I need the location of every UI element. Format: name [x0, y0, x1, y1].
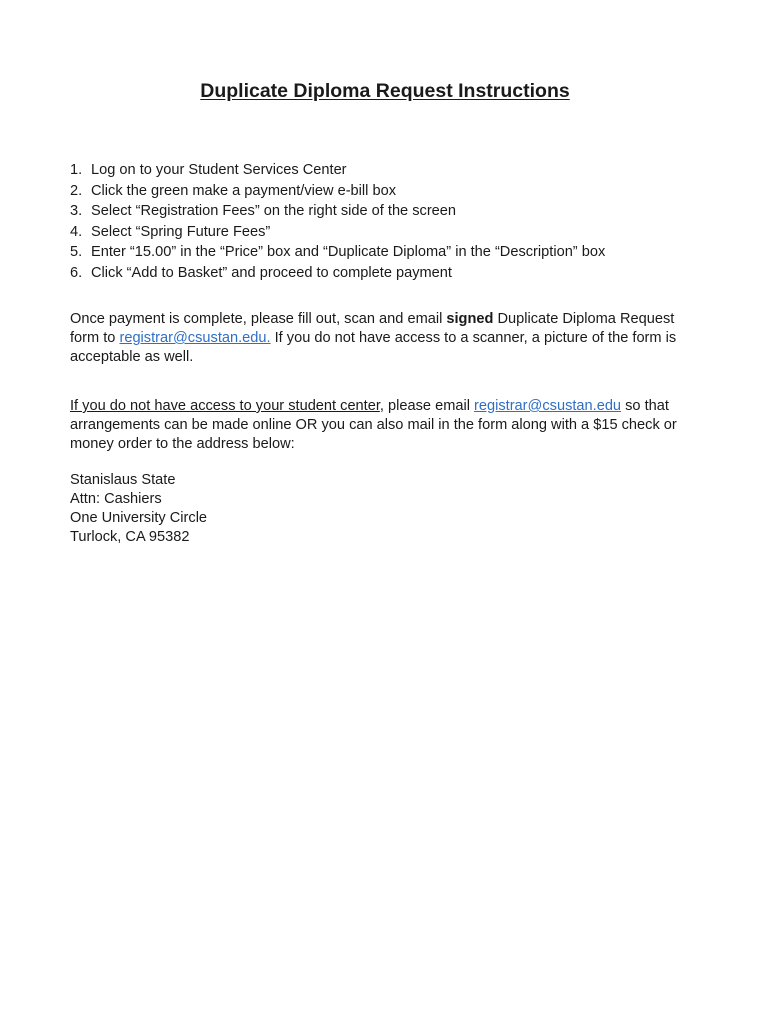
instruction-steps-list: [70, 160, 710, 284]
list-item: [70, 242, 710, 263]
list-item: [70, 160, 710, 181]
list-item: [70, 263, 710, 284]
paragraph-text: Once payment is complete, please fill out, scan and email: [70, 311, 447, 327]
step-text: Log on to your Student Services Center: [91, 162, 347, 178]
step-number: 2.: [70, 182, 83, 199]
step-text: Click the green make a payment/view e-bill box: [91, 182, 396, 199]
step-text: Click “Add to Basket” and proceed to complete payment: [91, 264, 452, 281]
address-line: Attn: Cashiers: [70, 491, 162, 507]
paragraph-text: , please email: [379, 398, 475, 414]
address-line: Stanislaus State: [70, 472, 176, 488]
address-line: One University Circle: [70, 510, 208, 526]
payment-complete-paragraph: [70, 310, 680, 367]
step-text: Select “Registration Fees” on the right side of the screen: [91, 203, 457, 220]
list-item: [70, 201, 710, 222]
registrar-email-link[interactable]: registrar@csustan.edu: [474, 398, 622, 414]
step-number: 5.: [70, 244, 83, 261]
paragraph-text: so that arrangements can be made online OR you can also mail in the form along with a $15 check or money order to the address below:: [70, 398, 677, 452]
step-text: Enter “15.00” in the “Price” box and “Duplicate Diploma” in the “Description” box: [91, 244, 606, 261]
registrar-email-link[interactable]: registrar@csustan.edu.: [119, 330, 271, 346]
signed-emphasis: signed: [446, 311, 494, 327]
mailing-address: [70, 471, 680, 547]
page-title: Duplicate Diploma Request Instructions: [200, 80, 570, 102]
step-number: 4.: [70, 223, 83, 240]
paragraph-text: If you do not have access to a scanner, a picture of the form is acceptable as well.: [70, 330, 677, 365]
step-number: 3.: [70, 203, 83, 220]
paragraph-text: Duplicate Diploma Request form to: [70, 311, 675, 346]
list-item: [70, 222, 710, 243]
list-item: [70, 181, 710, 202]
address-line: Turlock, CA 95382: [70, 529, 190, 545]
no-access-underlined-text: If you do not have access to your student center: [70, 398, 380, 414]
step-number: 6.: [70, 264, 83, 281]
step-text: Select “Spring Future Fees”: [91, 223, 271, 240]
no-access-paragraph: [70, 397, 680, 454]
step-number: 1.: [70, 162, 83, 178]
